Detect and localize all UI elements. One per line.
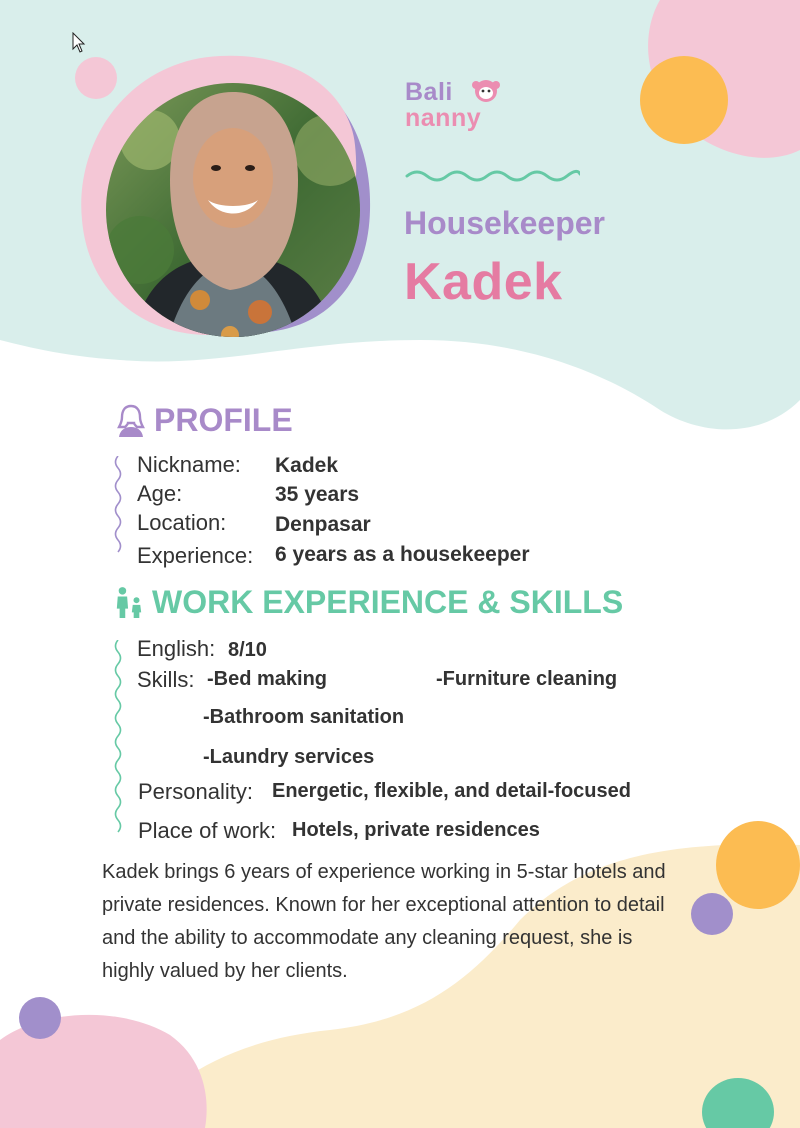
profile-squiggle	[113, 456, 123, 556]
work-heading	[114, 584, 623, 621]
job-role: Housekeeper	[404, 205, 605, 241]
skills-label: Skills:	[137, 667, 195, 692]
skill-item: -Bed making	[207, 668, 328, 690]
skill-item: -Laundry services	[203, 746, 375, 768]
skill-item: -Bathroom sanitation	[203, 706, 405, 728]
age-value: 35 years	[275, 483, 360, 506]
profile-heading	[116, 402, 293, 439]
bio-line: highly valued by her clients.	[102, 960, 348, 982]
location-label: Location:	[137, 510, 227, 535]
bali-nanny-logo	[405, 76, 515, 140]
bio-line: Kadek brings 6 years of experience working in 5-star hotels and	[102, 861, 666, 883]
location-value: Denpasar	[275, 513, 371, 536]
monkey-mascot-icon	[469, 76, 503, 106]
skill-item: -Furniture cleaning	[436, 668, 618, 690]
woman-icon	[116, 403, 146, 439]
nickname-value: Kadek	[275, 454, 339, 477]
work-squiggle	[113, 640, 123, 840]
bio-paragraph	[102, 856, 722, 988]
family-icon	[114, 585, 144, 621]
logo-text-nanny: nanny	[405, 104, 482, 132]
bio-line: private residences. Known for her exceptional attention to detail	[102, 894, 665, 916]
candidate-name: Kadek	[404, 253, 563, 311]
work-title: WORK EXPERIENCE & SKILLS	[152, 584, 624, 620]
personality-value: Energetic, flexible, and detail-focused	[272, 780, 631, 802]
english-label: English:	[137, 636, 216, 661]
english-value: 8/10	[228, 639, 267, 661]
place-of-work-value: Hotels, private residences	[292, 819, 540, 841]
bio-line: and the ability to accommodate any cleaning request, she is	[102, 927, 633, 949]
place-of-work-label: Place of work:	[138, 818, 277, 843]
logo-text-bali: Bali	[405, 78, 453, 106]
age-label: Age:	[137, 481, 183, 506]
profile-title: PROFILE	[154, 402, 293, 438]
orange-bottom-right-circle	[716, 821, 800, 909]
orange-top-right-circle	[640, 56, 728, 144]
profile-photo	[70, 50, 390, 350]
experience-value: 6 years as a housekeeper	[275, 543, 530, 566]
experience-label: Experience:	[137, 543, 254, 568]
wavy-divider	[405, 166, 580, 186]
personality-label: Personality:	[138, 779, 253, 804]
nickname-label: Nickname:	[137, 452, 241, 477]
purple-bottom-left-circle	[19, 997, 61, 1039]
